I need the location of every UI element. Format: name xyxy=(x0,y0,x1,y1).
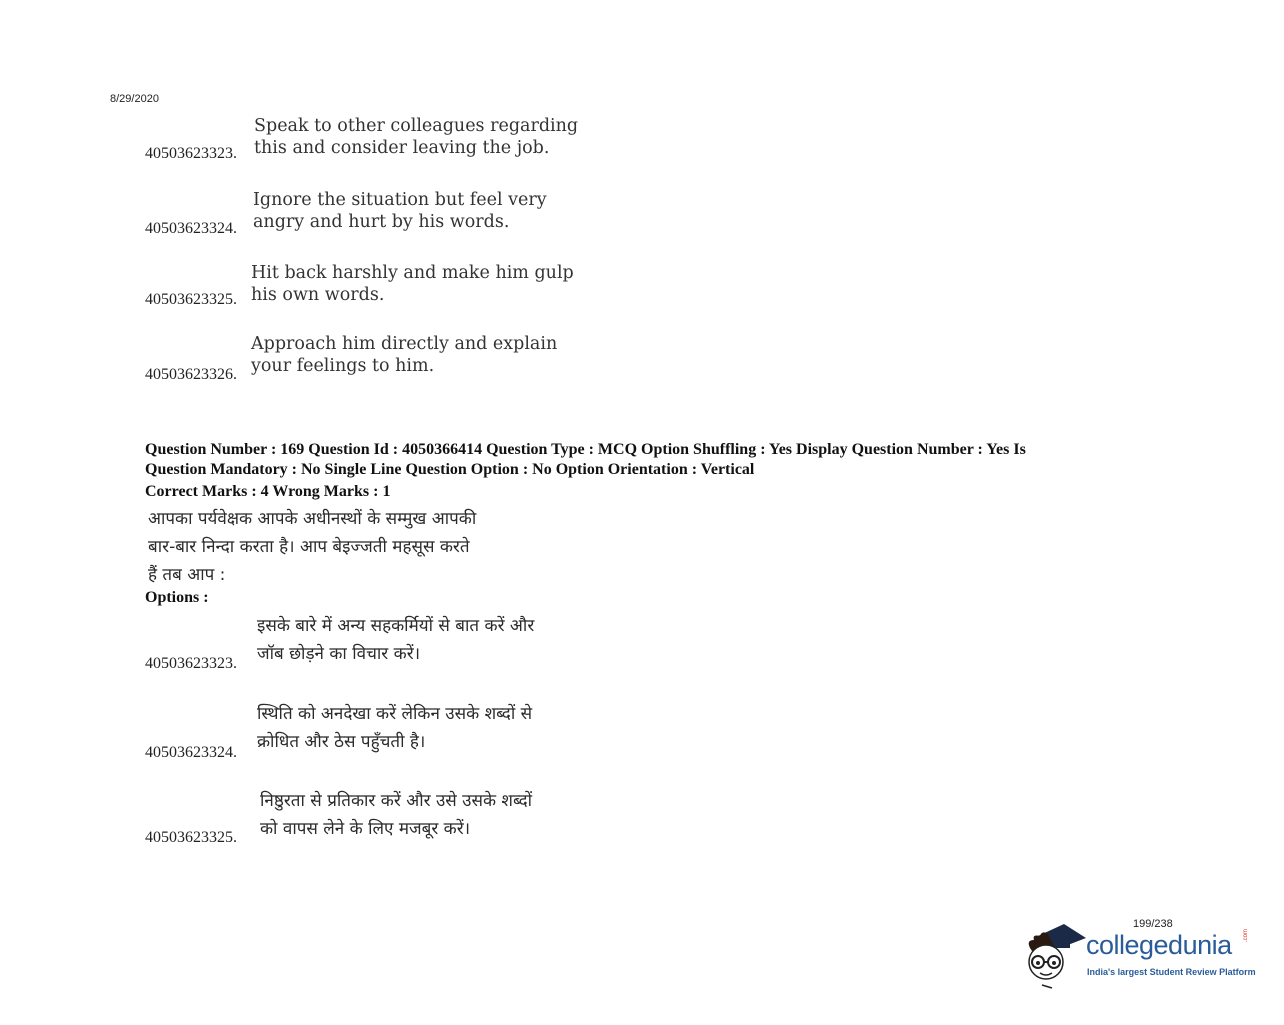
brand-tagline: India's largest Student Review Platform xyxy=(1087,967,1256,977)
option-line: Ignore the situation but feel very xyxy=(253,190,547,210)
question-text xyxy=(148,505,476,589)
option-id: 40503623323. xyxy=(145,145,237,162)
option-line: क्रोधित और ठेस पहुँचती है। xyxy=(257,732,426,752)
option-id: 40503623325. xyxy=(145,829,237,846)
question-meta-line: Question Number : 169 Question Id : 4050366414 Question Type : MCQ Option Shuffling : Yes Display Question Number : Yes Is xyxy=(145,441,1026,458)
option-text xyxy=(251,333,557,377)
option-id: 40503623324. xyxy=(145,744,237,761)
option-line: his own words. xyxy=(251,285,385,305)
option-line: Speak to other colleagues regarding xyxy=(254,116,579,136)
options-label: Options : xyxy=(145,589,209,606)
brand-suffix: .com xyxy=(1243,928,1249,942)
option-text xyxy=(260,787,532,843)
question-text-line: हैं तब आप : xyxy=(148,565,226,585)
option-line: स्थिति को अनदेखा करें लेकिन उसके शब्दों से xyxy=(257,704,533,724)
question-text-line: बार-बार निन्दा करता है। आप बेइज्जती महसूस करते xyxy=(148,537,470,557)
option-line: जॉब छोड़ने का विचार करें। xyxy=(257,644,421,664)
question-meta-line: Question Mandatory : No Single Line Question Option : No Option Orientation : Vertical xyxy=(145,461,755,478)
print-date: 8/29/2020 xyxy=(110,93,159,105)
option-line: Hit back harshly and make him gulp xyxy=(251,263,574,283)
option-id: 40503623323. xyxy=(145,655,237,672)
option-text xyxy=(253,189,547,233)
page-number: 199/238 xyxy=(1133,918,1173,930)
option-id: 40503623325. xyxy=(145,291,237,308)
brand-name: collegedunia xyxy=(1086,930,1232,960)
option-id: 40503623326. xyxy=(145,366,237,383)
question-meta xyxy=(145,440,1135,480)
option-line: your feelings to him. xyxy=(251,356,435,376)
option-line: angry and hurt by his words. xyxy=(253,212,510,232)
option-line: इसके बारे में अन्य सहकर्मियों से बात करें और xyxy=(257,616,535,636)
option-line: this and consider leaving the job. xyxy=(254,138,550,158)
option-line: निष्ठुरता से प्रतिकार करें और उसे उसके शब्दों xyxy=(260,791,533,811)
option-line: को वापस लेने के लिए मजबूर करें। xyxy=(260,819,471,839)
question-marks: Correct Marks : 4 Wrong Marks : 1 xyxy=(145,483,391,500)
option-text xyxy=(257,612,534,668)
question-text-line: आपका पर्यवेक्षक आपके अधीनस्थों के सम्मुख आपकी xyxy=(148,509,477,529)
option-text xyxy=(251,262,574,306)
option-text xyxy=(254,115,578,159)
option-text xyxy=(257,700,532,756)
option-id: 40503623324. xyxy=(145,220,237,237)
option-line: Approach him directly and explain xyxy=(251,334,558,354)
mascot-logo-icon xyxy=(1024,918,1086,990)
